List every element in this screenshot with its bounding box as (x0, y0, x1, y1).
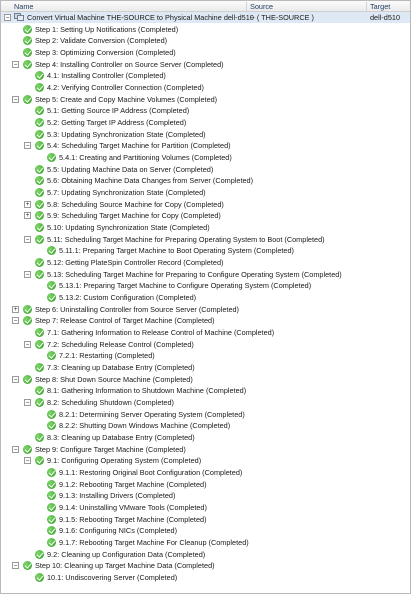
tree-row-step[interactable] (1, 514, 410, 525)
step-label: 5.4.1: Creating and Partitioning Volumes (Completed) (59, 153, 232, 163)
tree-row-step[interactable] (1, 327, 410, 338)
computer-icon (14, 12, 25, 22)
tree-row-step[interactable] (1, 444, 410, 455)
tree-row-step[interactable] (1, 502, 410, 513)
completed-check-icon (35, 433, 44, 442)
tree-row-step[interactable] (1, 234, 410, 245)
collapse-icon[interactable]: − (13, 562, 18, 570)
tree-row-step[interactable] (1, 350, 410, 361)
step-label: 5.13.1: Preparing Target Machine to Configure Operating System (Completed) (59, 281, 312, 291)
completed-check-icon (23, 95, 32, 104)
completed-check-icon (35, 340, 44, 349)
expand-icon[interactable]: + (25, 200, 30, 208)
tree-row-step[interactable] (1, 222, 410, 233)
completed-check-icon (47, 468, 56, 477)
completed-check-icon (23, 25, 32, 34)
step-label: 5.12: Getting PlateSpin Controller Record (Completed) (47, 258, 224, 268)
completed-check-icon (35, 398, 44, 407)
tree-row-step[interactable] (1, 479, 410, 490)
collapse-icon[interactable]: − (25, 340, 30, 348)
completed-check-icon (35, 235, 44, 244)
tree-row-root-job[interactable] (1, 12, 410, 23)
completed-check-icon (23, 316, 32, 325)
step-label: 8.3: Cleaning up Database Entry (Completed) (47, 433, 195, 443)
completed-check-icon (35, 270, 44, 279)
tree-row-step[interactable] (1, 315, 410, 326)
tree-row-step[interactable] (1, 35, 410, 46)
step-label: 8.2: Scheduling Shutdown (Completed) (47, 398, 174, 408)
job-name: Convert Virtual Machine THE-SOURCE to Physical Machine dell-d510 (27, 13, 254, 22)
completed-check-icon (35, 363, 44, 372)
completed-check-icon (47, 410, 56, 419)
tree-row-step[interactable] (1, 572, 410, 583)
tree-row-step[interactable] (1, 304, 410, 315)
step-label: 9.1.2: Rebooting Target Machine (Completed) (59, 479, 207, 489)
tree-row-step[interactable] (1, 105, 410, 116)
expand-icon[interactable]: + (13, 305, 18, 313)
step-label: 7.2.1: Restarting (Completed) (59, 351, 155, 361)
completed-check-icon (23, 36, 32, 45)
completed-check-icon (35, 188, 44, 197)
tree-row-step[interactable] (1, 432, 410, 443)
step-label: 5.11: Scheduling Target Machine for Preparing Operating System to Boot (Completed) (47, 234, 325, 244)
completed-check-icon (23, 375, 32, 384)
completed-check-icon (47, 153, 56, 162)
tree-row-step[interactable] (1, 525, 410, 536)
tree-row-step[interactable] (1, 362, 410, 373)
step-label: 5.5: Updating Machine Data on Server (Completed) (47, 164, 214, 174)
tree-row-step[interactable] (1, 280, 410, 291)
step-label: 9.1.6: Configuring NICs (Completed) (59, 526, 178, 536)
step-label: 9.1.1: Restoring Original Boot Configuration (Completed) (59, 468, 243, 478)
step-label: Step 8: Shut Down Source Machine (Completed) (35, 374, 193, 384)
step-label: 8.2.1: Determining Server Operating System (Completed) (59, 409, 245, 419)
step-label: 5.13: Scheduling Target Machine for Preparing to Configure Operating System (Completed) (47, 269, 342, 279)
tree-row-step[interactable] (1, 245, 410, 256)
tree-row-step[interactable] (1, 152, 410, 163)
tree-row-step[interactable] (1, 490, 410, 501)
step-label: 9.1.7: Rebooting Target Machine For Cleanup (Completed) (59, 538, 249, 548)
completed-check-icon (35, 106, 44, 115)
completed-check-icon (47, 480, 56, 489)
completed-check-icon (35, 130, 44, 139)
step-label: Step 1: Setting Up Notifications (Completed) (35, 24, 179, 34)
tree-row-step[interactable] (1, 199, 410, 210)
step-label: 5.8: Scheduling Source Machine for Copy (Completed) (47, 199, 224, 209)
step-label: 5.1: Getting Source IP Address (Completed) (47, 106, 190, 116)
step-label: 7.3: Cleaning up Database Entry (Completed) (47, 363, 195, 373)
step-label: 9.1.3: Installing Drivers (Completed) (59, 491, 176, 501)
tree-row-step[interactable] (1, 397, 410, 408)
tree-row-step[interactable] (1, 140, 410, 151)
completed-check-icon (35, 328, 44, 337)
step-label: 5.2: Getting Target IP Address (Completed) (47, 118, 187, 128)
completed-check-icon (47, 515, 56, 524)
column-divider[interactable] (366, 2, 367, 11)
tree-row-step[interactable] (1, 467, 410, 478)
job-source: -- ( THE-SOURCE ) (250, 13, 314, 22)
completed-check-icon (35, 118, 44, 127)
job-target: dell-d510 (370, 13, 401, 22)
tree-row-step[interactable] (1, 129, 410, 140)
completed-check-icon (23, 561, 32, 570)
step-label: 5.4: Scheduling Target Machine for Partition (Completed) (47, 141, 231, 151)
tree-row-step[interactable] (1, 420, 410, 431)
tree-row-step[interactable] (1, 117, 410, 128)
completed-check-icon (23, 48, 32, 57)
step-label: 10.1: Undiscovering Server (Completed) (47, 573, 178, 583)
completed-check-icon (35, 211, 44, 220)
step-label: 5.7: Updating Synchronization State (Completed) (47, 188, 206, 198)
tree-row-step[interactable] (1, 560, 410, 571)
step-label: Step 7: Release Control of Target Machine (Completed) (35, 316, 215, 326)
tree-row-step[interactable] (1, 59, 410, 70)
tree-row-step[interactable] (1, 175, 410, 186)
step-label: Step 2: Validate Conversion (Completed) (35, 36, 168, 46)
step-label: 9.1: Configuring Operating System (Completed) (47, 456, 202, 466)
tree-row-step[interactable] (1, 47, 410, 58)
completed-check-icon (35, 83, 44, 92)
collapse-icon[interactable]: − (13, 95, 18, 103)
collapse-icon[interactable]: − (25, 399, 30, 407)
tree-row-step[interactable] (1, 455, 410, 466)
tree-row-step[interactable] (1, 374, 410, 385)
tree-row-step[interactable] (1, 549, 410, 560)
completed-check-icon (35, 258, 44, 267)
step-label: 5.3: Updating Synchronization State (Completed) (47, 129, 206, 139)
collapse-icon[interactable]: − (13, 317, 18, 325)
completed-check-icon (47, 351, 56, 360)
column-header-source[interactable]: Source (250, 2, 274, 11)
collapse-icon[interactable]: − (25, 457, 30, 465)
tree-row-step[interactable] (1, 210, 410, 221)
step-label: 5.13.2: Custom Configuration (Completed) (59, 293, 197, 303)
tree-row-step[interactable] (1, 537, 410, 548)
tree-row-step[interactable] (1, 24, 410, 35)
step-label: 5.9: Scheduling Target Machine for Copy (Completed) (47, 211, 221, 221)
collapse-icon[interactable]: − (25, 235, 30, 243)
completed-check-icon (35, 386, 44, 395)
step-label: 9.2: Cleaning up Configuration Data (Completed) (47, 549, 206, 559)
step-label: 5.10: Updating Synchronization State (Completed) (47, 223, 210, 233)
step-label: Step 4: Installing Controller on Source Server (Completed) (35, 59, 224, 69)
tree-row-step[interactable] (1, 257, 410, 268)
step-label: 4.1: Installing Controller (Completed) (47, 71, 166, 81)
completed-check-icon (47, 491, 56, 500)
column-divider[interactable] (246, 2, 247, 11)
completed-check-icon (35, 456, 44, 465)
tree-row-step[interactable] (1, 409, 410, 420)
collapse-icon[interactable]: − (25, 142, 30, 150)
tree-row-step[interactable] (1, 292, 410, 303)
completed-check-icon (23, 60, 32, 69)
step-label: 9.1.5: Rebooting Target Machine (Completed) (59, 514, 207, 524)
completed-check-icon (35, 200, 44, 209)
completed-check-icon (23, 305, 32, 314)
column-header-target[interactable]: Target (370, 2, 391, 11)
completed-check-icon (35, 141, 44, 150)
collapse-icon[interactable]: − (5, 14, 10, 21)
step-label: Step 9: Configure Target Machine (Completed) (35, 444, 186, 454)
collapse-icon[interactable]: − (13, 445, 18, 453)
tree-row-step[interactable] (1, 82, 410, 93)
tree-row-step[interactable] (1, 187, 410, 198)
completed-check-icon (35, 176, 44, 185)
column-header-name[interactable]: Name (14, 2, 34, 11)
step-label: 8.1: Gathering Information to Shutdown Machine (Completed) (47, 386, 247, 396)
completed-check-icon (47, 281, 56, 290)
completed-check-icon (47, 246, 56, 255)
step-label: Step 3: Optimizing Conversion (Completed) (35, 48, 176, 57)
step-label: 9.1.4: Uninstalling VMware Tools (Completed) (59, 503, 207, 513)
column-header-bar (1, 1, 410, 12)
step-label: 5.11.1: Preparing Target Machine to Boot Operating System (Completed) (59, 246, 294, 256)
completed-check-icon (47, 538, 56, 547)
step-label: 7.2: Scheduling Release Control (Completed) (47, 339, 194, 349)
tree-row-step[interactable] (1, 164, 410, 175)
completed-check-icon (47, 293, 56, 302)
collapse-icon[interactable]: − (13, 60, 18, 68)
completed-check-icon (47, 526, 56, 535)
step-label: Step 5: Create and Copy Machine Volumes (Completed) (35, 94, 218, 104)
completed-check-icon (35, 71, 44, 80)
step-label: 8.2.2: Shutting Down Windows Machine (Completed) (59, 421, 231, 431)
completed-check-icon (35, 165, 44, 174)
completed-check-icon (47, 503, 56, 512)
collapse-icon[interactable]: − (25, 270, 30, 278)
collapse-icon[interactable]: − (13, 375, 18, 383)
expand-icon[interactable]: + (25, 212, 30, 220)
completed-check-icon (23, 445, 32, 454)
tree-row-step[interactable] (1, 269, 410, 280)
completed-check-icon (35, 573, 44, 582)
completed-check-icon (35, 223, 44, 232)
tree-row-step[interactable] (1, 94, 410, 105)
tree-row-step[interactable] (1, 385, 410, 396)
completed-check-icon (35, 550, 44, 559)
step-label: Step 10: Cleaning up Target Machine Data (Completed) (35, 561, 215, 571)
step-label: 5.6: Obtaining Machine Data Changes from Server (Completed) (47, 176, 254, 186)
step-label: Step 6: Uninstalling Controller from Source Server (Completed) (35, 304, 239, 314)
tree-row-step[interactable] (1, 339, 410, 350)
tree-row-step[interactable] (1, 70, 410, 81)
step-label: 7.1: Gathering Information to Release Control of Machine (Completed) (47, 328, 275, 338)
completed-check-icon (47, 421, 56, 430)
step-label: 4.2: Verifying Controller Connection (Completed) (47, 83, 204, 93)
